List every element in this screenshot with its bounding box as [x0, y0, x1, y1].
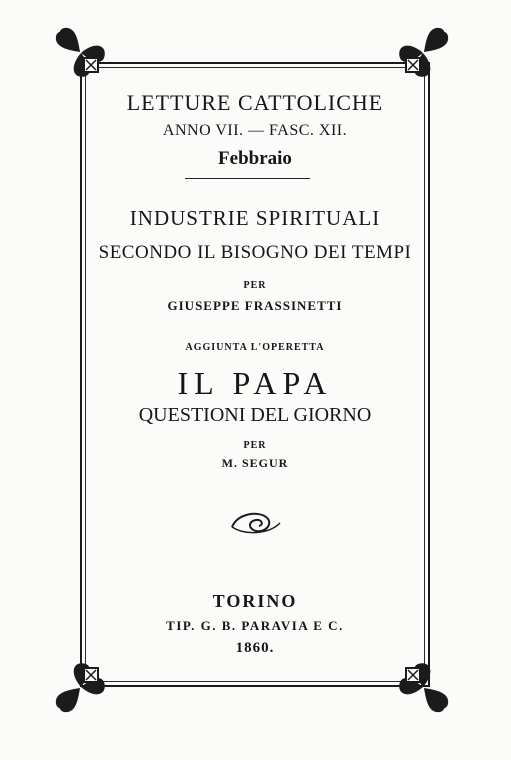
- second-work-subtitle: QUESTIONI DEL GIORNO: [138, 404, 372, 426]
- by-label: PER: [243, 280, 267, 291]
- book-title-line1: INDUSTRIE SPIRITUALI: [129, 206, 381, 230]
- publication-city: TORINO: [212, 591, 298, 611]
- fleuron-corner-icon: [50, 22, 112, 84]
- appendix-note: AGGIUNTA L'OPERETTA: [185, 342, 325, 353]
- series-title: LETTURE CATTOLICHE: [126, 90, 384, 115]
- book-title-line2: SECONDO IL BISOGNO DEI TEMPI: [98, 242, 412, 263]
- issue-month: Febbraio: [218, 148, 292, 169]
- fleuron-corner-icon: [392, 22, 454, 84]
- divider-rule: [185, 178, 310, 179]
- second-work-title: IL PAPA: [177, 365, 333, 401]
- printer-name: TIP. G. B. PARAVIA E C.: [166, 618, 344, 633]
- author-name: GIUSEPPE FRASSINETTI: [167, 298, 343, 313]
- fleuron-corner-icon: [392, 656, 454, 718]
- swirl-ornament-icon: [228, 505, 283, 537]
- by-label: PER: [243, 440, 267, 451]
- volume-issue: ANNO VII. — FASC. XII.: [162, 122, 348, 139]
- second-author-name: M. SEGUR: [221, 456, 289, 470]
- publication-year: 1860.: [235, 640, 275, 656]
- fleuron-corner-icon: [50, 656, 112, 718]
